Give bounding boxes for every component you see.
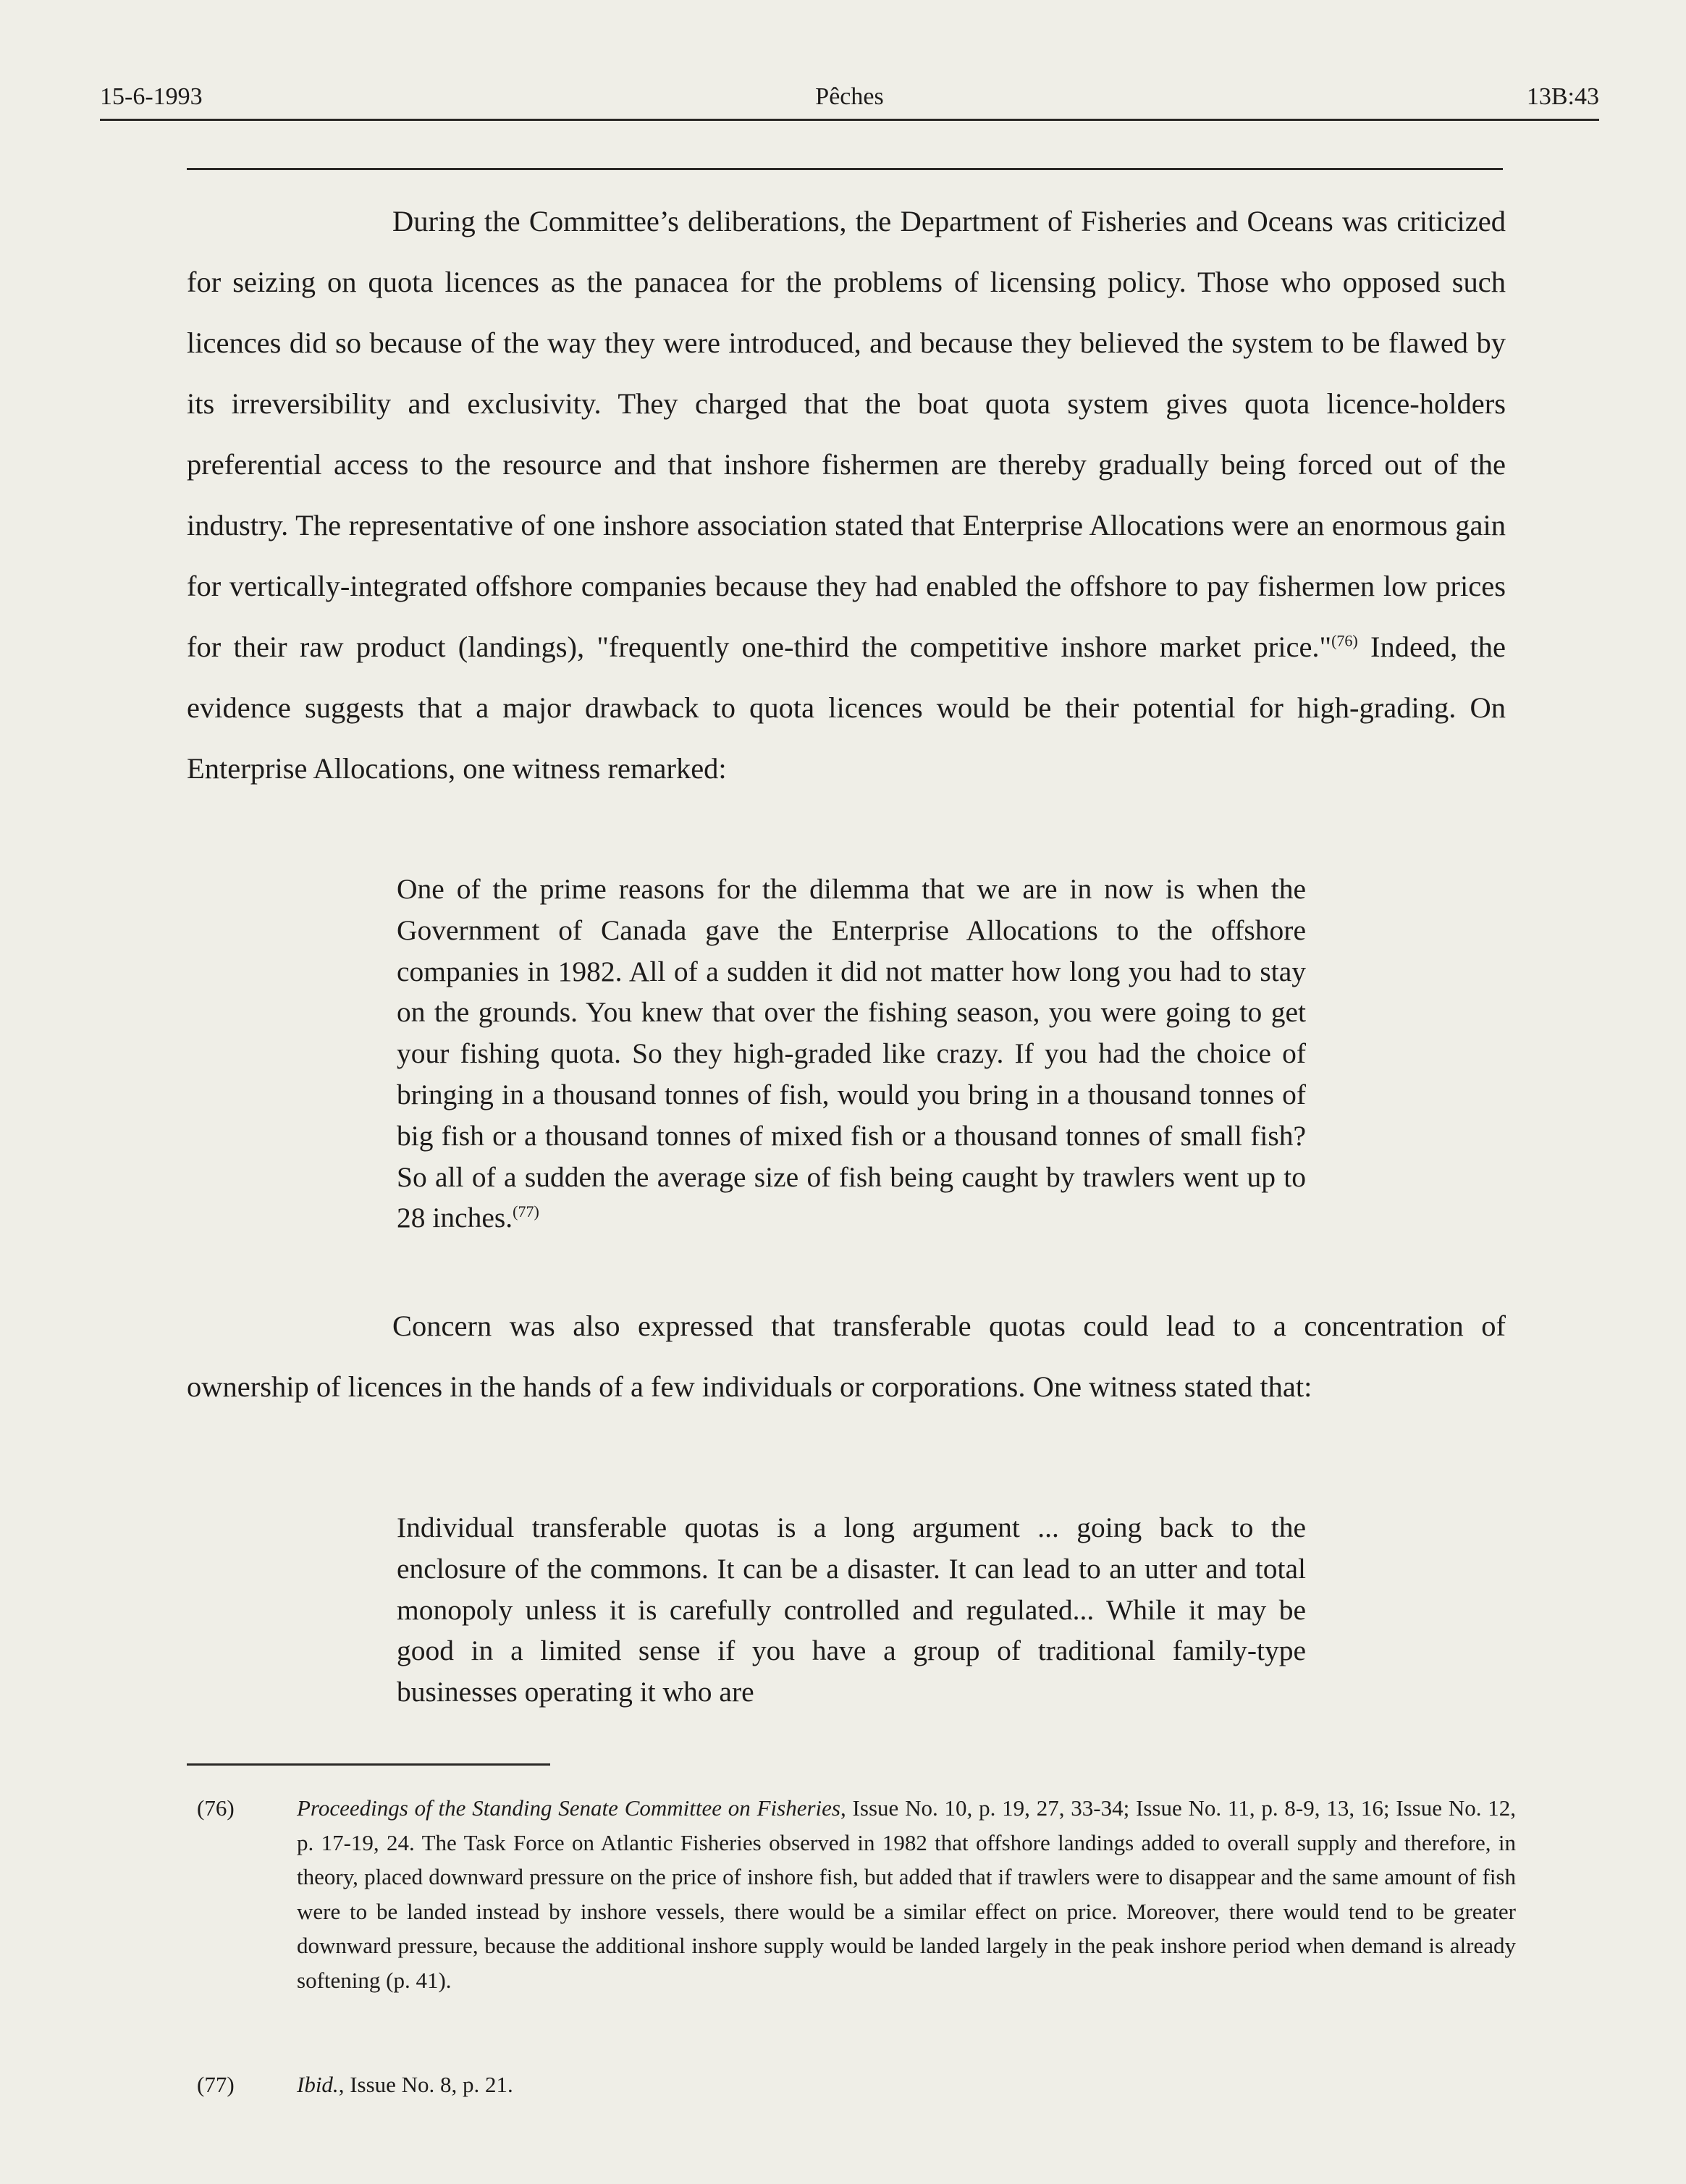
paragraph-1-text: During the Committee’s deliberations, the Department of Fisheries and Oceans was criticized for seizing on quota licences as the panacea for the problems of licensing policy. Those who opposed such licences did so because of the way they were introduced, and because they believed the system to be flawed by its irreversibility and exclusivity. They charged that the boat quota system gives quota licence-holders preferential access to the resource and that inshore fishermen are thereby gradually being forced out of the industry. The representative of one inshore association stated that Enterprise Allocations were an enormous gain for vertically-integrated offshore companies because they had enabled the offshore to pay fishermen low prices for their raw product (landings), "frequently one-third the competitive inshore market price." (187, 205, 1506, 663)
header-date: 15-6-1993 (100, 83, 203, 110)
quote-1-text: One of the prime reasons for the dilemma that we are in now is when the Government of Canada gave the Enterprise Allocations to the offshore companies in 1982. All of a sudden it did not matter how long you had to stay on the grounds. You knew that over the fishing season, you were going to get your fishing quota. So they high-graded like crazy. If you had the choice of bringing in a thousand tonnes of fish, would you bring in a thousand tonnes of big fish or a thousand tonnes of mixed fish or a thousand tonnes of small fish? So all of a sudden the average size of fish being caught by trawlers went up to 28 inches. (397, 873, 1306, 1234)
section-rule (187, 168, 1503, 170)
footnote-ref-77: (77) (513, 1202, 539, 1221)
block-quote-1 (397, 869, 1306, 1239)
page-header (100, 78, 1599, 116)
footnote-text (297, 1791, 1516, 1998)
paragraph-1-tail: Indeed, the evidence suggests that a major drawback to quota licences would be their potential for high-grading. On Enterprise Allocations, one witness remarked: (187, 631, 1506, 785)
header-page-number: 13B:43 (1526, 83, 1599, 110)
footnote-number: (77) (197, 2072, 235, 2097)
body-paragraph-2 (187, 1296, 1506, 1417)
footnote-source-title: Ibid. (297, 2072, 339, 2097)
header-rule (100, 119, 1599, 121)
quote-2-text: Individual transferable quotas is a long argument ... going back to the enclosure of the commons. It can be a disaster. It can lead to an utter and total monopoly unless it is carefully controlled and regulated... While it may be good in a limited sense if you have a group of traditional family-type businesses operating it who are (397, 1511, 1306, 1708)
footnote-body: , Issue No. 10, p. 19, 27, 33-34; Issue No. 11, p. 8-9, 13, 16; Issue No. 12, p. 17-19, 24. The Task Force on Atlantic Fisheries observed in 1982 that offshore landings added to overall supply and therefore, in theory, placed downward pressure on the price of inshore fish, but added that if trawlers were to disappear and the same amount of fish were to be landed instead by inshore vessels, there would be a similar effect on price. Moreover, there would tend to be greater downward pressure, because the additional inshore supply would be landed largely in the peak inshore period when demand is already softening (p. 41). (297, 1795, 1517, 1993)
footnote-body: , Issue No. 8, p. 21. (338, 2072, 513, 2097)
footnote-text (297, 2067, 1516, 2102)
footnote-77 (197, 2067, 1516, 2102)
header-title: Pêches (815, 83, 884, 110)
block-quote-2 (397, 1507, 1306, 1713)
footnote-source-title: Proceedings of the Standing Senate Committee on Fisheries (297, 1795, 840, 1821)
body-paragraph-1 (187, 191, 1506, 799)
paragraph-2-text: Concern was also expressed that transferable quotas could lead to a concentration of ownership of licences in the hands of a few individuals or corporations. One witness stated that: (187, 1310, 1506, 1403)
footnote-rule (187, 1763, 550, 1766)
footnote-number: (76) (197, 1795, 235, 1821)
footnote-76 (197, 1791, 1516, 1998)
footnote-ref-76: (76) (1331, 631, 1358, 650)
